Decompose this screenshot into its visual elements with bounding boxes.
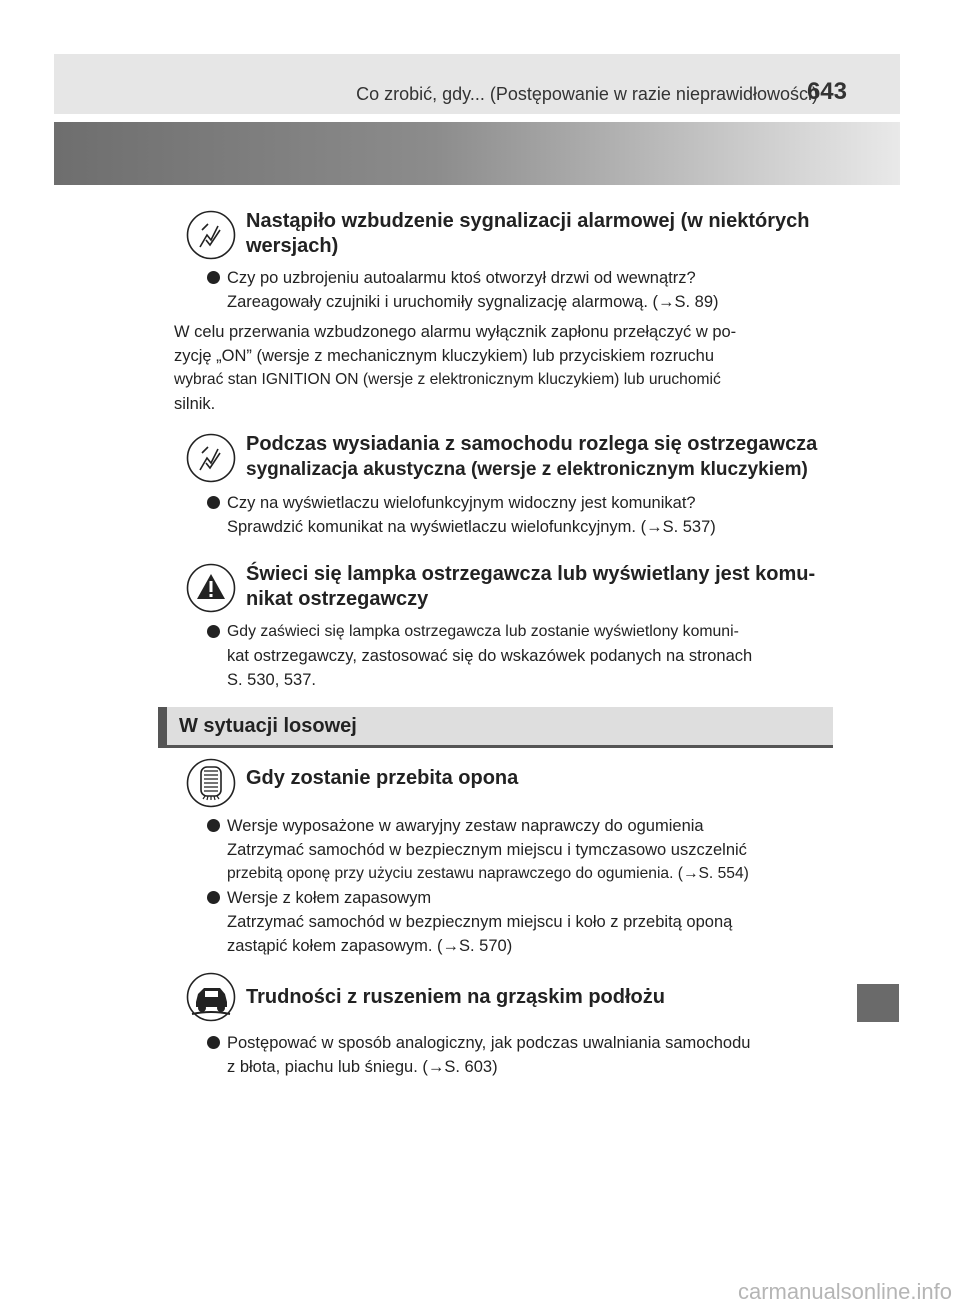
chapter-title: Co zrobić, gdy... (Postępowanie w razie nieprawidłowości) xyxy=(356,84,818,104)
hazard-icon xyxy=(186,210,236,260)
bullet-icon xyxy=(207,271,220,284)
chapter-banner xyxy=(54,122,900,185)
section-heading: Trudności z ruszeniem na grząskim podłożu xyxy=(246,986,665,1008)
stuck-car-icon xyxy=(186,972,236,1022)
section-heading: Gdy zostanie przebita opona xyxy=(246,767,519,789)
section-heading: Nastąpiło wzbudzenie sygnalizacji alarmowej (w niektórych wersjach) xyxy=(246,210,810,257)
bullet-icon xyxy=(207,891,220,904)
page-number: 643 xyxy=(806,78,847,105)
flat-tire-icon xyxy=(186,758,236,808)
warning-triangle-icon xyxy=(186,563,236,613)
watermark: carmanualsonline.info xyxy=(737,1279,952,1304)
hazard-icon xyxy=(186,433,236,483)
section-header xyxy=(158,707,833,745)
bullet-icon xyxy=(207,1036,220,1049)
bullet-icon xyxy=(207,625,220,638)
section-heading: Świeci się lampka ostrzegawcza lub wyświetlany jest komu- nikat ostrzegawczy xyxy=(246,563,816,610)
section-heading: Podczas wysiadania z samochodu rozlega się ostrzegawcza sygnalizacja akustyczna (wersje z elektronicznym kluczykiem) xyxy=(246,433,818,480)
bullet-icon xyxy=(207,496,220,509)
section-tab xyxy=(857,984,899,1022)
bullet-icon xyxy=(207,819,220,832)
paragraph: W celu przerwania wzbudzonego alarmu wyłącznik zapłonu przełączyć w po- zycję „ON” (wersje z mechanicznym kluczykiem) lub przyciskiem rozruchu wybrać stan IGNITION ON (wersje z elektronicznym kluczykiem) lub uruchomić silnik. xyxy=(174,323,737,413)
section-title: W sytuacji losowej xyxy=(179,715,357,737)
